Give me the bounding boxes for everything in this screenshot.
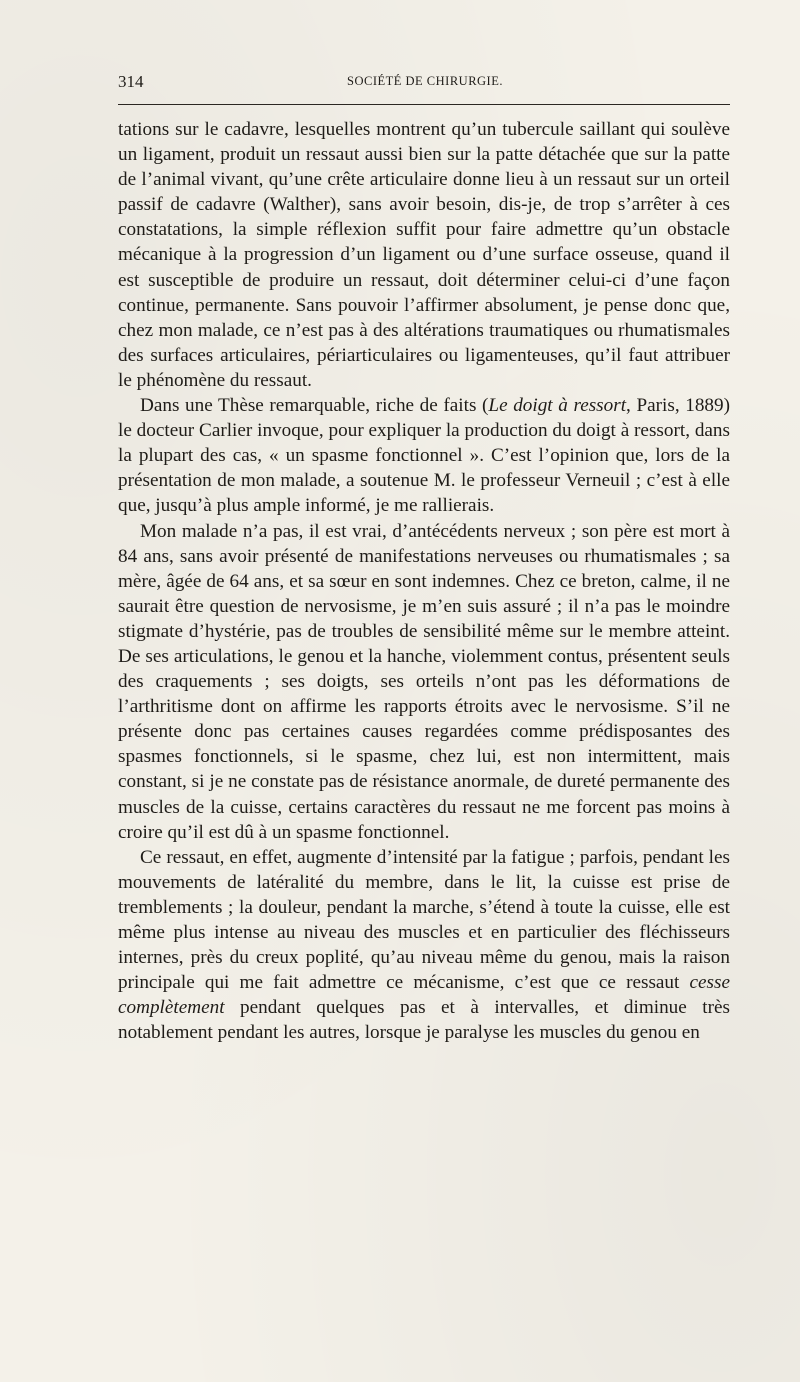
italic-run: Le doigt à ressort xyxy=(488,395,627,417)
paragraph xyxy=(118,393,730,518)
page-header xyxy=(118,72,732,98)
text-run: pendant quelques pas et à intervalles, et diminue très notablement pendant les autres, lorsque je paralyse les muscles du genou en xyxy=(118,997,730,1044)
body-text xyxy=(118,117,730,1045)
page-number: 314 xyxy=(118,72,144,91)
running-title: SOCIÉTÉ DE CHIRURGIE. xyxy=(347,74,503,88)
paragraph xyxy=(118,845,730,1046)
text-run: , Paris, 1889) le docteur Carlier invoque, pour expliquer la production du doigt à ressort, dans la plupart des cas, « un spasme fonctionnel ». C’est l’opinion que, lors de la présentation de mon malade, a soutenue M. le professeur Verneuil ; c’est à elle que, jusqu’à plus ample informé, je me rallierais. xyxy=(118,395,730,517)
text-run: Dans une Thèse remarquable, riche de faits ( xyxy=(140,395,489,417)
text-run: tations sur le cadavre, lesquelles montrent qu’un tubercule saillant qui soulève un ligament, produit un ressaut aussi bien sur la patte détachée que sur la patte de l’animal vivant, qu’une crête articulaire donne lieu à un ressaut sur un orteil passif de cadavre (Walther), sans avoir besoin, dis-je, de trop s’arrêter à ces constatations, la simple réflexion suffit pour faire admettre qu’un obstacle mécanique à la progression d’un ligament ou d’une surface osseuse, quand il est susceptible de produire un ressaut, doit déterminer celui-ci d’une façon continue, permanente. Sans pouvoir l’affirmer absolument, je pense donc que, chez mon malade, ce n’est pas à des altérations traumatiques ou rhumatismales des surfaces articulaires, périarticulaires ou ligamenteuses, qu’il faut attribuer le phénomène du ressaut. xyxy=(118,119,730,391)
text-run: Mon malade n’a pas, il est vrai, d’antécédents nerveux ; son père est mort à 84 ans, sans avoir présenté de manifestations nerveuses ou rhumatismales ; sa mère, âgée de 64 ans, et sa sœur en sont indemnes. Chez ce breton, calme, il ne saurait être question de nervosisme, je m’en suis assuré ; il n’a pas le moindre stigmate d’hystérie, pas de troubles de sensibilité même sur le membre atteint. De ses articulations, le genou et la hanche, violemment contus, présentent seuls des craquements ; ses doigts, ses orteils n’ont pas les déformations de l’arthritisme dont on affirme les rapports étroits avec le nervosisme. S’il ne présente donc pas certaines causes regardées comme prédisposantes des spasmes fonctionnels, si le spasme, chez lui, est non intermittent, mais constant, si je ne constate pas de résistance anormale, de dureté permanente des muscles de la cuisse, certains caractères du ressaut ne me forcent pas moins à croire qu’il est dû à un spasme fonctionnel. xyxy=(118,520,730,843)
italic-run: cesse complètement xyxy=(118,972,730,1019)
text-run: Ce ressaut, en effet, augmente d’intensité par la fatigue ; parfois, pendant les mouvements de latéralité du membre, dans le lit, la cuisse est prise de tremblements ; la douleur, pendant la marche, s’étend à toute la cuisse, elle est même plus intense au niveau des muscles et en particulier des fléchisseurs internes, près du creux poplité, qu’au niveau même du genou, mais la raison principale qui me fait admettre ce mécanisme, c’est que ce ressaut xyxy=(118,846,730,994)
paragraph xyxy=(118,519,730,845)
header-rule xyxy=(118,104,730,105)
paragraph xyxy=(118,117,730,393)
